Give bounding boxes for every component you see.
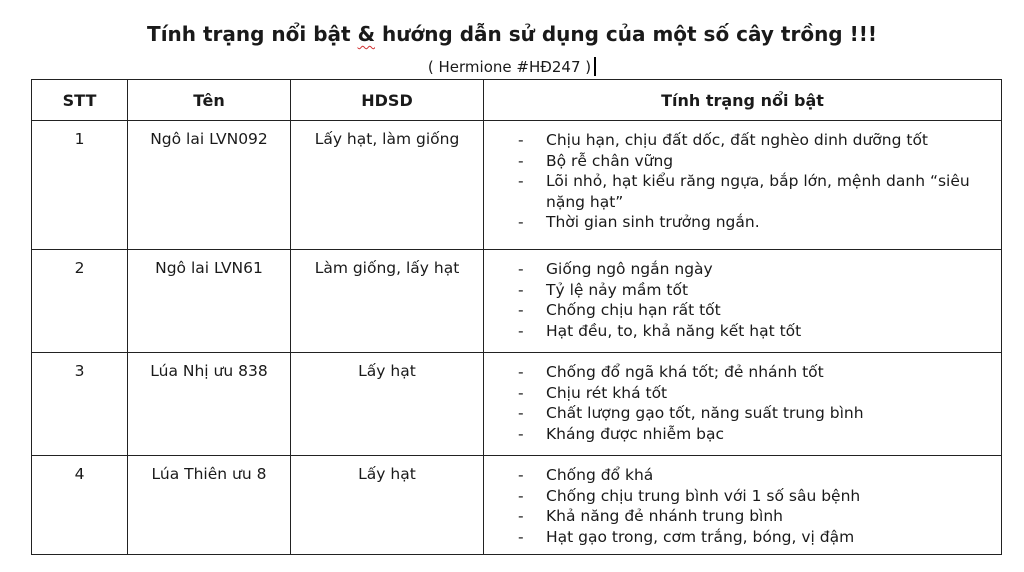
feature-list: [484, 130, 1000, 233]
cell-stt: 3: [32, 353, 128, 456]
bullet-dash: -: [518, 486, 524, 505]
bullet-dash: -: [518, 507, 524, 525]
header-stt: STT: [32, 80, 128, 121]
feature-list: [484, 259, 1000, 341]
document-title: [0, 22, 1024, 46]
feature-item: [518, 383, 992, 404]
title-text-start: Tính trạng nổi bật: [147, 22, 358, 46]
table-header-row: [32, 80, 1002, 121]
feature-text: Chất lượng gạo tốt, năng suất trung bình: [546, 404, 864, 422]
crop-table: [31, 79, 1002, 555]
bullet-dash: -: [518, 466, 524, 484]
cell-stt: 2: [32, 250, 128, 353]
bullet-dash: -: [518, 151, 524, 170]
bullet-dash: -: [518, 404, 524, 422]
feature-text: Tỷ lệ nảy mầm tốt: [546, 280, 689, 299]
feature-text: Kháng được nhiễm bạc: [546, 424, 725, 443]
bullet-dash: -: [518, 260, 524, 278]
cell-usage: Lấy hạt: [291, 353, 484, 456]
feature-item: [518, 527, 992, 548]
header-features: Tính trạng nổi bật: [484, 80, 1002, 121]
feature-item: [518, 321, 992, 342]
cell-name: Lúa Thiên ưu 8: [128, 456, 291, 555]
cell-features: [484, 456, 1002, 555]
feature-text: Chống đổ khá: [546, 466, 654, 484]
feature-text: Chịu hạn, chịu đất dốc, đất nghèo dinh dưỡng tốt: [546, 131, 929, 149]
cell-stt: 1: [32, 121, 128, 250]
feature-item: [518, 171, 992, 212]
bullet-dash: -: [518, 424, 524, 443]
feature-text: Khả năng đẻ nhánh trung bình: [546, 507, 784, 525]
feature-item: [518, 151, 992, 172]
feature-text: Lõi nhỏ, hạt kiểu răng ngựa, bắp lớn, mệnh danh “siêu nặng hạt”: [546, 172, 970, 211]
feature-list: [484, 362, 1000, 444]
feature-text: Chịu rét khá tốt: [546, 383, 668, 402]
feature-item: [518, 486, 992, 507]
feature-item: [518, 403, 992, 424]
feature-item: [518, 506, 992, 527]
header-usage: HDSD: [291, 80, 484, 121]
bullet-dash: -: [518, 280, 524, 299]
feature-text: Hạt đều, to, khả năng kết hạt tốt: [546, 321, 802, 340]
bullet-dash: -: [518, 363, 524, 381]
bullet-dash: -: [518, 321, 524, 340]
bullet-dash: -: [518, 383, 524, 402]
cell-name: Ngô lai LVN61: [128, 250, 291, 353]
feature-text: Chống chịu hạn rất tốt: [546, 301, 721, 319]
feature-item: [518, 424, 992, 445]
feature-text: Chống chịu trung bình với 1 số sâu bệnh: [546, 486, 861, 505]
bullet-dash: -: [518, 131, 524, 149]
cell-features: [484, 353, 1002, 456]
feature-item: [518, 465, 992, 486]
feature-text: Hạt gạo trong, cơm trắng, bóng, vị đậm: [546, 527, 855, 546]
feature-item: [518, 259, 992, 280]
feature-item: [518, 362, 992, 383]
cell-features: [484, 250, 1002, 353]
feature-item: [518, 300, 992, 321]
bullet-dash: -: [518, 301, 524, 319]
feature-item: [518, 212, 992, 233]
subtitle-text: ( Hermione #HĐ247 ): [427, 58, 592, 76]
document-subtitle: [0, 57, 1024, 76]
feature-text: Chống đổ ngã khá tốt; đẻ nhánh tốt: [546, 363, 824, 381]
cell-features: [484, 121, 1002, 250]
feature-item: [518, 280, 992, 301]
feature-text: Thời gian sinh trưởng ngắn.: [546, 213, 760, 231]
cell-usage: Lấy hạt, làm giống: [291, 121, 484, 250]
header-name: Tên: [128, 80, 291, 121]
table-row: [32, 353, 1002, 456]
feature-text: Giống ngô ngắn ngày: [546, 260, 713, 278]
bullet-dash: -: [518, 172, 524, 190]
feature-item: [518, 130, 992, 151]
text-cursor: [594, 57, 596, 76]
table-row: [32, 121, 1002, 250]
cell-name: Ngô lai LVN092: [128, 121, 291, 250]
bullet-dash: -: [518, 213, 524, 231]
title-text-end: hướng dẫn sử dụng của một số cây trồng !!!: [375, 22, 877, 46]
bullet-dash: -: [518, 527, 524, 546]
feature-list: [484, 465, 1000, 547]
table-row: [32, 456, 1002, 555]
cell-usage: Lấy hạt: [291, 456, 484, 555]
cell-stt: 4: [32, 456, 128, 555]
cell-name: Lúa Nhị ưu 838: [128, 353, 291, 456]
title-ampersand-spellcheck: &: [357, 22, 376, 46]
feature-text: Bộ rễ chân vững: [546, 151, 674, 170]
table-row: [32, 250, 1002, 353]
cell-usage: Làm giống, lấy hạt: [291, 250, 484, 353]
